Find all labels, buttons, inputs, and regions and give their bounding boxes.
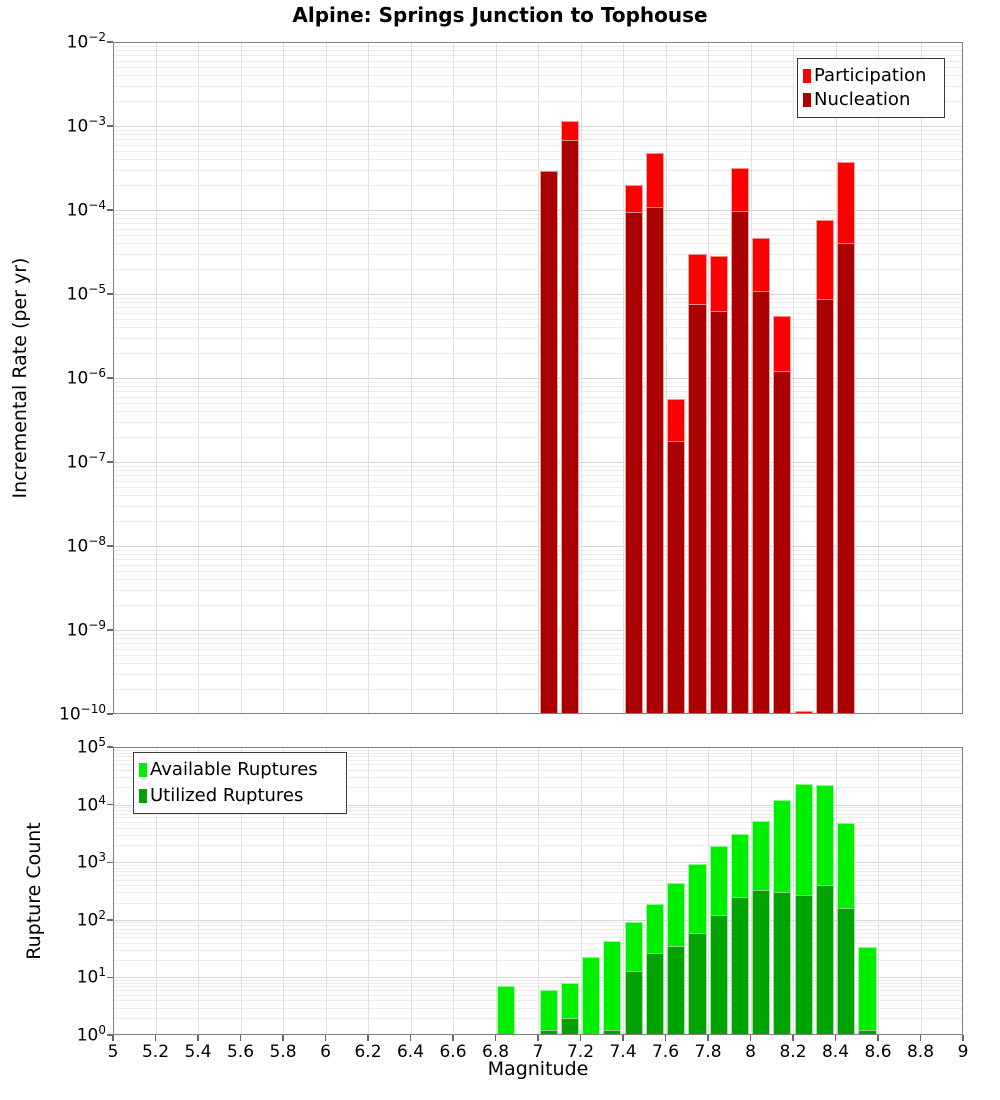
vertical-gridline	[411, 747, 412, 1035]
x-tick-mark	[707, 1035, 709, 1041]
vertical-gridline	[878, 747, 879, 1035]
x-tick-label: 6.4	[396, 1042, 425, 1062]
bar-nucleation-7.75	[688, 304, 706, 714]
x-tick-mark	[835, 1035, 837, 1041]
x-tick-label: 5.4	[184, 1042, 212, 1062]
legend-item-nucleation	[803, 90, 938, 110]
y-tick-label: $10^{-8}$	[66, 534, 106, 557]
bar-nucleation-7.95	[731, 211, 749, 714]
x-tick-mark	[452, 1035, 454, 1041]
bar-utilized-ruptures-8.05	[752, 890, 770, 1035]
y-tick-label: $10^{-9}$	[66, 618, 106, 641]
y-tick-mark	[107, 293, 113, 295]
x-tick-mark	[622, 1035, 624, 1041]
bar-utilized-ruptures-7.15	[561, 1018, 579, 1035]
legend-item-available	[139, 760, 340, 780]
x-tick-mark	[367, 1035, 369, 1041]
x-tick-mark	[197, 1035, 199, 1041]
bar-utilized-ruptures-7.95	[731, 897, 749, 1035]
y-tick-mark	[107, 377, 113, 379]
x-tick-mark	[792, 1035, 794, 1041]
x-tick-label: 5.6	[226, 1042, 255, 1062]
bar-utilized-ruptures-7.75	[688, 933, 706, 1035]
bar-available-ruptures-6.85	[497, 986, 515, 1035]
x-tick-label: 6.2	[354, 1042, 382, 1062]
vertical-gridline	[921, 747, 922, 1035]
x-tick-label: 6	[320, 1042, 331, 1062]
bar-participation-8.25	[795, 711, 813, 715]
y-tick-label: $10^1$	[76, 965, 106, 989]
x-tick-mark	[750, 1035, 752, 1041]
x-tick-mark	[325, 1035, 327, 1041]
x-tick-mark	[920, 1035, 922, 1041]
bar-nucleation-8.05	[752, 291, 770, 715]
vertical-gridline	[496, 42, 497, 714]
bar-available-ruptures-7.35	[603, 941, 621, 1035]
vertical-gridline	[581, 42, 582, 714]
y-tick-mark	[107, 746, 113, 748]
y-tick-label: $10^{-10}$	[59, 702, 106, 725]
x-tick-label: 9	[957, 1042, 969, 1062]
y-tick-mark	[107, 804, 113, 806]
bar-available-ruptures-8.55	[858, 947, 876, 1035]
nucleation-swatch-icon	[803, 93, 811, 107]
vertical-gridline	[156, 42, 157, 714]
x-tick-label: 6.6	[439, 1042, 467, 1062]
bar-utilized-ruptures-8.45	[837, 908, 855, 1035]
bar-nucleation-7.15	[561, 140, 579, 714]
y-tick-label: $10^{-3}$	[66, 114, 106, 137]
bar-utilized-ruptures-8.15	[773, 892, 791, 1036]
x-tick-label: 5	[107, 1042, 119, 1062]
participation-label: Participation	[814, 64, 927, 86]
vertical-gridline	[326, 42, 327, 714]
utilized-label: Utilized Ruptures	[150, 784, 304, 806]
y-tick-mark	[107, 125, 113, 127]
x-tick-mark	[665, 1035, 667, 1041]
available-label: Available Ruptures	[150, 759, 318, 781]
y-tick-label: $10^4$	[76, 792, 106, 816]
bar-nucleation-8.15	[773, 371, 791, 714]
bar-available-ruptures-7.25	[582, 957, 600, 1035]
bar-nucleation-7.05	[540, 171, 558, 714]
participation-swatch-icon	[803, 69, 811, 83]
x-tick-label: 8.6	[864, 1042, 892, 1062]
bar-utilized-ruptures-8.25	[795, 895, 813, 1035]
rate-plot-area	[113, 42, 963, 714]
y-tick-mark	[107, 1034, 113, 1036]
y-tick-mark	[107, 629, 113, 631]
vertical-gridline	[368, 747, 369, 1035]
x-tick-label: 5.8	[269, 1042, 297, 1062]
nucleation-label: Nucleation	[814, 89, 911, 111]
x-tick-mark	[112, 1035, 114, 1041]
bar-utilized-ruptures-7.35	[603, 1030, 621, 1035]
y-tick-label: $10^{-7}$	[66, 450, 106, 473]
bar-nucleation-7.65	[667, 441, 685, 714]
y-tick-label: $10^{-2}$	[66, 30, 106, 53]
x-tick-label: 8.4	[821, 1042, 850, 1062]
x-tick-label: 5.2	[141, 1042, 170, 1062]
x-tick-mark	[155, 1035, 157, 1041]
vertical-gridline	[793, 42, 794, 714]
x-tick-mark	[580, 1035, 582, 1041]
y-tick-mark	[107, 977, 113, 979]
vertical-gridline	[241, 42, 242, 714]
x-tick-mark	[410, 1035, 412, 1041]
y-tick-mark	[107, 461, 113, 463]
count-y-axis-label: Rupture Count	[23, 822, 45, 960]
rate-legend	[797, 58, 945, 118]
figure-title: Alpine: Springs Junction to Tophouse	[292, 3, 708, 27]
x-axis-label: Magnitude	[487, 1058, 589, 1080]
y-tick-mark	[107, 41, 113, 43]
x-tick-mark	[282, 1035, 284, 1041]
rate-y-axis-label: Incremental Rate (per yr)	[9, 257, 31, 499]
bar-nucleation-8.45	[837, 243, 855, 714]
y-tick-mark	[107, 919, 113, 921]
bar-available-ruptures-7.05	[540, 990, 558, 1035]
bar-utilized-ruptures-7.85	[710, 915, 728, 1035]
x-tick-label: 7	[532, 1042, 544, 1062]
vertical-gridline	[283, 42, 284, 714]
bar-utilized-ruptures-7.65	[667, 946, 685, 1035]
x-tick-mark	[877, 1035, 879, 1041]
x-tick-label: 8	[745, 1042, 756, 1062]
x-tick-label: 7.6	[651, 1042, 680, 1062]
x-tick-label: 7.2	[566, 1042, 595, 1062]
bar-utilized-ruptures-7.05	[540, 1030, 558, 1035]
bar-utilized-ruptures-8.55	[858, 1030, 876, 1035]
count-legend	[133, 752, 347, 814]
x-tick-label: 7.8	[694, 1042, 722, 1062]
x-tick-mark	[495, 1035, 497, 1041]
y-tick-label: $10^2$	[76, 907, 106, 931]
y-tick-mark	[107, 545, 113, 547]
y-tick-mark	[107, 713, 113, 715]
vertical-gridline	[921, 42, 922, 714]
bar-nucleation-7.55	[646, 207, 664, 715]
bar-nucleation-7.85	[710, 311, 728, 714]
y-tick-label: $10^{-5}$	[66, 282, 106, 305]
utilized-swatch-icon	[139, 789, 147, 803]
vertical-gridline	[453, 747, 454, 1035]
legend-item-participation	[803, 66, 938, 86]
x-tick-label: 6.8	[481, 1042, 510, 1062]
y-tick-label: $10^0$	[76, 1023, 106, 1046]
vertical-gridline	[878, 42, 879, 714]
bar-utilized-ruptures-8.35	[816, 885, 834, 1035]
x-tick-mark	[962, 1035, 964, 1041]
y-tick-mark	[107, 862, 113, 864]
y-tick-label: $10^5$	[76, 735, 106, 758]
available-swatch-icon	[139, 763, 147, 777]
bar-nucleation-7.45	[625, 212, 643, 714]
x-tick-label: 8.8	[906, 1042, 935, 1062]
y-tick-label: $10^{-6}$	[66, 366, 106, 389]
vertical-gridline	[368, 42, 369, 714]
bar-nucleation-8.35	[816, 299, 834, 714]
vertical-gridline	[198, 42, 199, 714]
bar-utilized-ruptures-7.55	[646, 953, 664, 1035]
bar-utilized-ruptures-7.45	[625, 971, 643, 1035]
y-tick-label: $10^3$	[76, 850, 106, 873]
x-tick-label: 8.2	[779, 1042, 807, 1062]
x-tick-mark	[537, 1035, 539, 1041]
vertical-gridline	[411, 42, 412, 714]
x-tick-label: 7.4	[609, 1042, 637, 1062]
x-tick-mark	[240, 1035, 242, 1041]
y-tick-mark	[107, 209, 113, 211]
vertical-gridline	[453, 42, 454, 714]
y-tick-label: $10^{-4}$	[66, 198, 106, 221]
legend-item-utilized	[139, 786, 340, 806]
